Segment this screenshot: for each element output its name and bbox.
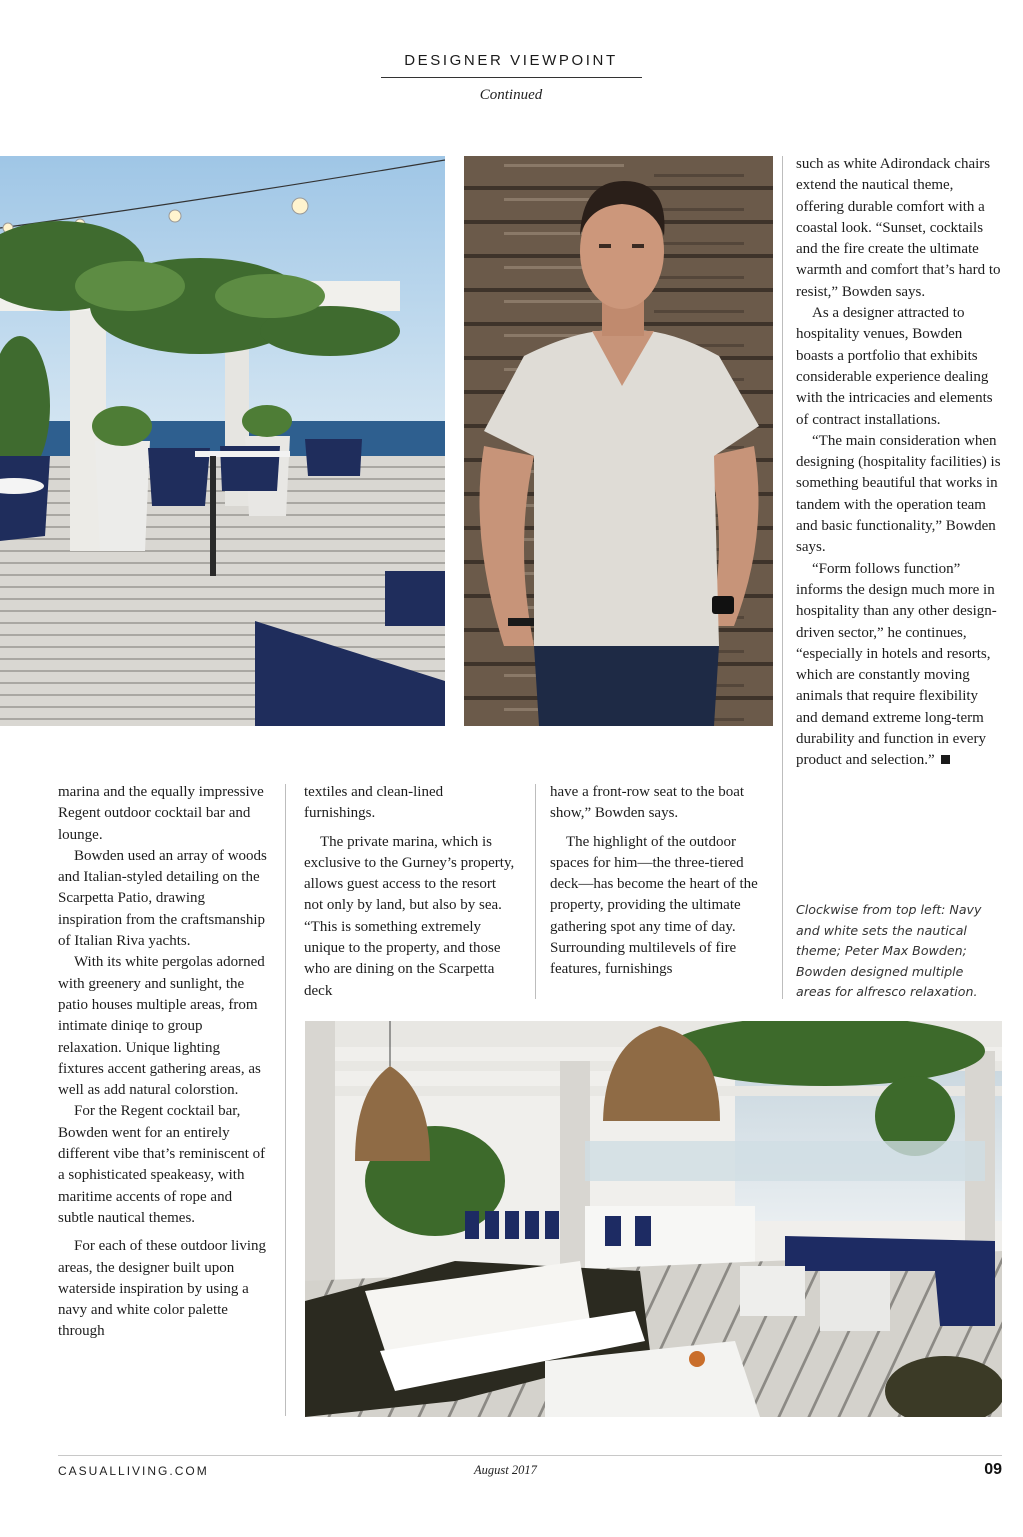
article-column-4 [796, 154, 1002, 772]
continued-label: Continued [479, 87, 543, 103]
column-rule [285, 784, 286, 1416]
article-paragraph: have a front-row seat to the boat show,” Bowden says. [550, 784, 745, 822]
article-paragraph: For the Regent cocktail bar, Bowden went for an entirely different vibe that’s reminiscent of a sophisticated speakeasy, with maritime accents of rope and subtle nautical themes. [58, 1103, 266, 1226]
footer-date: August 2017 [474, 1463, 537, 1477]
article-paragraph: With its white pergolas adorned with greenery and sunlight, the patio houses multiple areas, from intimate diniqe to group relaxation. Unique lighting fixtures accent gathering areas, as well as add natural colorstion. [58, 954, 265, 1099]
article-paragraph: The private marina, which is exclusive to the Gurney’s property, allows guest access to the resort not only by land, but also by sea. “This is something extremely unique to the property, and those who are dining on the Scarpetta deck [304, 833, 515, 999]
page-number: 09 [984, 1461, 1002, 1478]
article-paragraph: Bowden used an array of woods and Italian-styled detailing on the Scarpetta Patio, drawing inspiration from the craftsmanship of Italian Riva yachts. [58, 847, 267, 950]
footer-site-link[interactable]: CASUALLIVING.COM [58, 1464, 209, 1478]
footer-rule [58, 1455, 1002, 1456]
portrait-photo [464, 156, 773, 726]
article-paragraph: marina and the equally impressive Regent outdoor cocktail bar and lounge. [58, 784, 264, 843]
article-column-3 [550, 782, 762, 981]
lounge-photo [305, 1021, 1002, 1417]
photo-caption: Clockwise from top left: Navy and white sets the nautical theme; Peter Max Bowden; Bowden designed multiple areas for alfresco relaxation. [796, 902, 982, 999]
article-paragraph: such as white Adirondack chairs extend the nautical theme, offering durable comfort with a coastal look. “Sunset, cocktails and the fire create the ultimate warmth and comfort that’s hard to resist,” Bowden says. [796, 156, 1001, 300]
column-rule [535, 784, 536, 999]
end-mark [941, 755, 950, 764]
patio-photo [0, 156, 445, 726]
column-rule [782, 156, 783, 999]
section-kicker: DESIGNER VIEWPOINT [404, 52, 618, 69]
article-paragraph: For each of these outdoor living areas, the designer built upon waterside inspiration by using a navy and white color palette through [58, 1238, 267, 1340]
article-column-2 [304, 782, 518, 1002]
article-paragraph: The highlight of the outdoor spaces for him—the three-tiered deck—has become the heart of the property, providing the ultimate gathering spot any time of day. Surrounding multilevels of fire features, furnishings [550, 833, 758, 978]
article-paragraph: textiles and clean-lined furnishings. [304, 784, 444, 822]
kicker-rule [381, 77, 642, 78]
article-paragraph-text: “Form follows function” informs the design much more in hospitality than any other design-driven sector,” he continues, “especially in hotels and resorts, which are constantly moving animals that require flexibility and demand extreme long-term durability and function in every product and selection.” [796, 560, 997, 769]
article-paragraph [796, 559, 1002, 772]
article-paragraph: “The main consideration when designing (hospitality facilities) is something beautiful that works in tandem with the operation team and basic functionality,” Bowden says. [796, 432, 1001, 556]
article-paragraph: As a designer attracted to hospitality venues, Bowden boasts a portfolio that exhibits considerable experience dealing with the intricacies and elements of contract installations. [796, 305, 993, 428]
article-column-1 [58, 782, 268, 1343]
